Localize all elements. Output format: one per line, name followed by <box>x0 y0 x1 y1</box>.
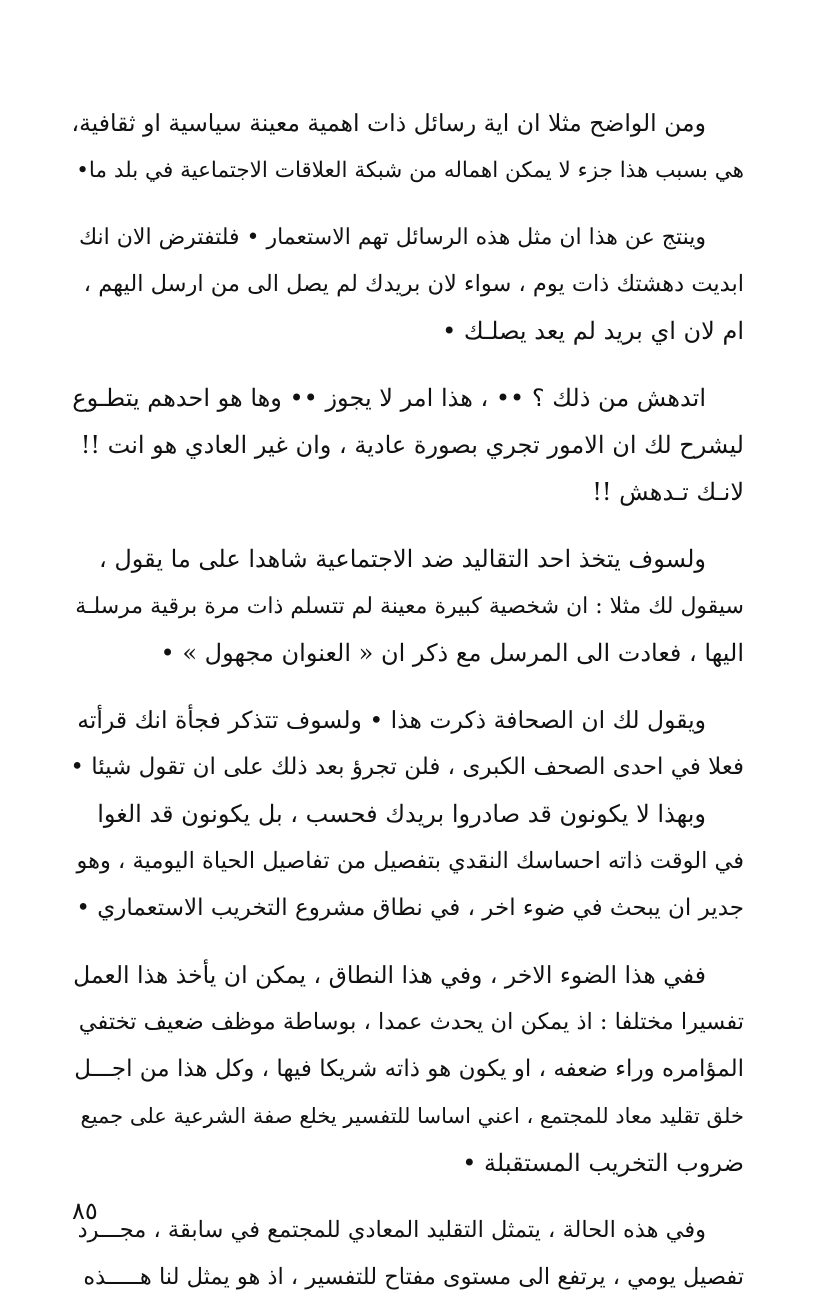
text-line: جدير ان يبحث في ضوء اخر ، في نطاق مشروع التخريب الاستعماري • <box>76 895 744 921</box>
text-line: هي بسبب هذا جزء لا يمكن اهماله من شبكة العلاقات الاجتماعية في بلد ما• <box>76 158 744 183</box>
paragraph-7 <box>70 952 744 1187</box>
text-line: اتدهش من ذلك ؟ •• ، هذا امر لا يجوز •• وها هو احدهم يتطـوع <box>72 384 706 412</box>
paragraph-1 <box>70 100 744 194</box>
text-line: في الوقت ذاته احساسك النقدي بتفصيل من تفاصيل الحياة اليومية ، وهو <box>76 848 744 874</box>
page-number: ٨٥ <box>72 1197 98 1225</box>
text-line: ويقول لك ان الصحافة ذكرت هذا • ولسوف تتذكر فجأة انك قرأته <box>77 706 706 734</box>
paragraph-6 <box>70 791 744 932</box>
text-line: المؤامره وراء ضعفه ، او يكون هو ذاته شريكا فيها ، وكل هذا من اجـــل <box>74 1056 744 1082</box>
text-line: ضروب التخريب المستقبلة • <box>462 1149 744 1177</box>
text-line: خلق تقليد معاد للمجتمع ، اعني اساسا للتفسير يخلع صفة الشرعية على جميع <box>80 1104 744 1128</box>
text-line: ابديت دهشتك ذات يوم ، سواء لان بريدك لم يصل الى من ارسل اليهم ، <box>83 271 744 297</box>
text-line: ومن الواضح مثلا ان اية رسائل ذات اهمية معينة سياسية او ثقافية، <box>71 109 706 137</box>
paragraph-5 <box>70 697 744 791</box>
paragraph-4 <box>70 536 744 677</box>
paragraph-2 <box>70 214 744 355</box>
text-line: ففي هذا الضوء الاخر ، وفي هذا النطاق ، يمكن ان يأخذ هذا العمل <box>73 961 706 989</box>
text-line: تفسيرا مختلفا : اذ يمكن ان يحدث عمدا ، بوساطة موظف ضعيف تختفي <box>78 1009 744 1035</box>
text-line: ولسوف يتخذ احد التقاليد ضد الاجتماعية شاهدا على ما يقول ، <box>98 545 706 573</box>
text-line: وبهذا لا يكونون قد صادروا بريدك فحسب ، بل يكونون قد الغوا <box>97 800 706 828</box>
book-page-text <box>70 100 744 1301</box>
text-line: ام لان اي بريد لم يعد يصلـك • <box>442 317 744 345</box>
text-line: اليها ، فعادت الى المرسل مع ذكر ان « العنوان مجهول » • <box>160 639 744 667</box>
paragraph-8 <box>70 1207 744 1301</box>
text-line: سيقول لك مثلا : ان شخصية كبيرة معينة لم تتسلم ذات مرة برقية مرسلـة <box>75 594 744 619</box>
text-line: فعلا في احدى الصحف الكبرى ، فلن تجرؤ بعد ذلك على ان تقول شيئا • <box>70 754 744 780</box>
text-line: وينتج عن هذا ان مثل هذه الرسائل تهم الاستعمار • فلتفترض الان انك <box>79 225 706 250</box>
text-line: تفصيل يومي ، يرتفع الى مستوى مفتاح للتفسير ، اذ هو يمثل لنا هـــــذه <box>83 1264 744 1290</box>
text-line: ليشرح لك ان الامور تجري بصورة عادية ، وان غير العادي هو انت !! <box>80 431 744 459</box>
paragraph-3 <box>70 375 744 516</box>
text-line: لانـك تـدهش !! <box>592 478 744 506</box>
text-line: وفي هذه الحالة ، يتمثل التقليد المعادي للمجتمع في سابقة ، مجـــرد <box>77 1217 706 1243</box>
